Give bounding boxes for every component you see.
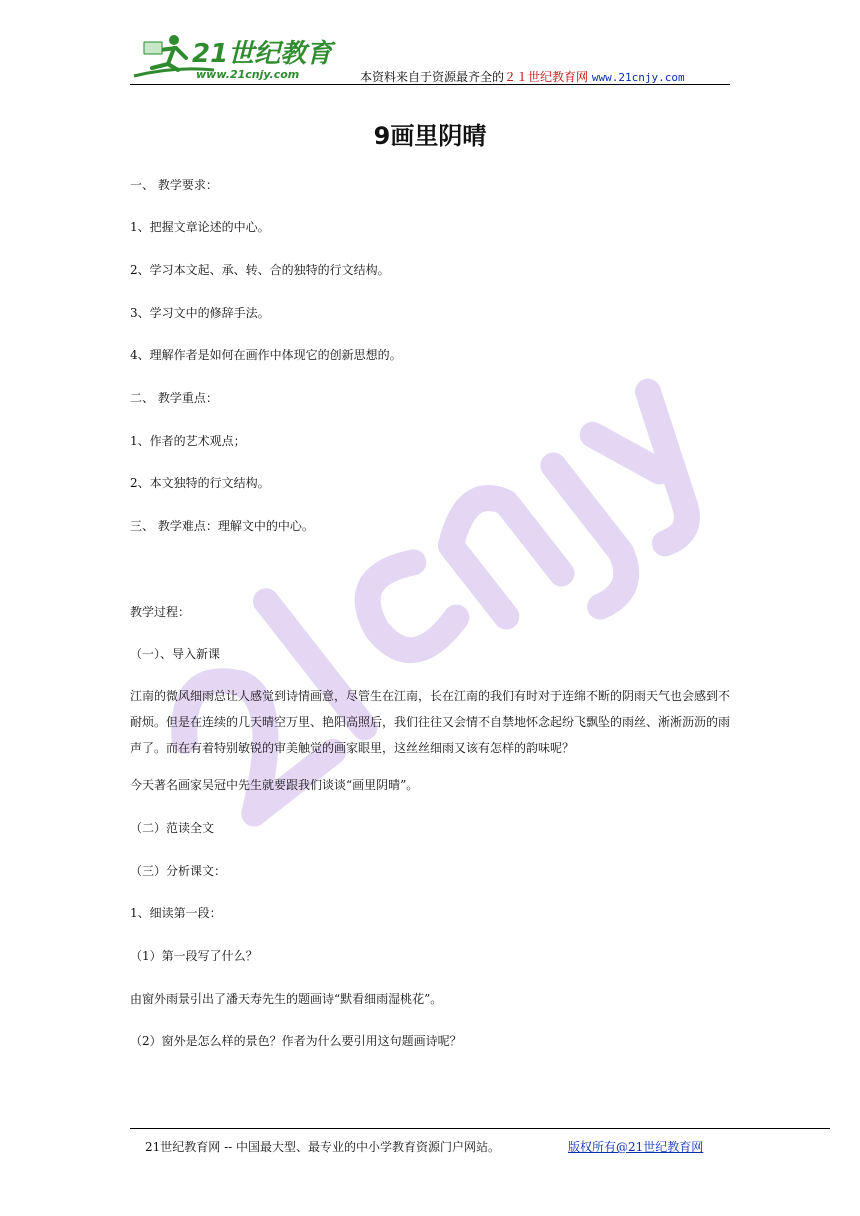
page-title: 9画里阴晴 — [373, 122, 487, 150]
body-paragraph: 江南的微风细雨总让人感觉到诗情画意，尽管生在江南，长在江南的我们有时对于连绵不断的阴雨天气也会感到不耐烦。但是在连续的几天晴空万里、艳阳高照后，我们往往又会情不自禁地怀念起纷飞飘坠的雨丝、淅淅沥沥的雨声了。而在有着特别敏锐的审美触觉的画家眼里，这丝丝细雨又该有怎样的韵味呢？ — [130, 689, 731, 755]
list-item: 2、学习本文起、承、转、合的独特的行文结构。 — [130, 263, 390, 277]
subsection-heading: （二）范读全文 — [130, 821, 215, 835]
header-note — [360, 68, 685, 85]
list-item: 1、把握文章论述的中心。 — [130, 220, 270, 234]
list-item: 2、本文独特的行文结构。 — [130, 476, 270, 490]
logo-21cnjy — [130, 28, 340, 84]
subsection-heading: （一）、导入新课 — [130, 647, 221, 661]
list-item: 1、细读第一段： — [130, 906, 222, 920]
section-heading: 教学过程： — [130, 605, 191, 619]
header-note-url[interactable]: www.21cnjy.com — [591, 71, 685, 84]
section-heading: 二、 教学重点： — [130, 391, 218, 405]
question-item: （1）第一段写了什么？ — [130, 949, 258, 963]
section-heading: 三、 教学难点：理解文中的中心。 — [130, 519, 314, 533]
footer-divider — [130, 1128, 830, 1129]
question-item: （2）窗外是怎么样的景色？作者为什么要引用这句题画诗呢？ — [130, 1034, 462, 1048]
page-header — [130, 28, 730, 86]
body-text: 由窗外雨景引出了潘天寿先生的题画诗“默看细雨湿桃花”。 — [130, 992, 443, 1006]
header-divider — [130, 84, 730, 85]
logo-text: 21世纪教育 — [192, 39, 333, 69]
body-text: 今天著名画家吴冠中先生就要跟我们谈谈“画里阴晴”。 — [130, 778, 419, 792]
subsection-heading: （三）分析课文： — [130, 864, 227, 878]
copyright-link[interactable]: 版权所有@21世纪教育网 — [568, 1140, 704, 1154]
header-note-site[interactable]: ２１世纪教育网 — [504, 70, 589, 84]
list-item: 1、作者的艺术观点； — [130, 434, 246, 448]
logo-url-text: www.21cnjy.com — [196, 68, 300, 81]
list-item: 4、理解作者是如何在画作中体现它的创新思想的。 — [130, 348, 402, 362]
section-heading: 一、 教学要求： — [130, 178, 218, 192]
list-item: 3、学习文中的修辞手法。 — [130, 306, 270, 320]
footer-text: 21世纪教育网 -- 中国最大型、最专业的中小学教育资源门户网站。 — [145, 1140, 501, 1154]
header-note-prefix: 本资料来自于资源最齐全的 — [360, 70, 505, 84]
